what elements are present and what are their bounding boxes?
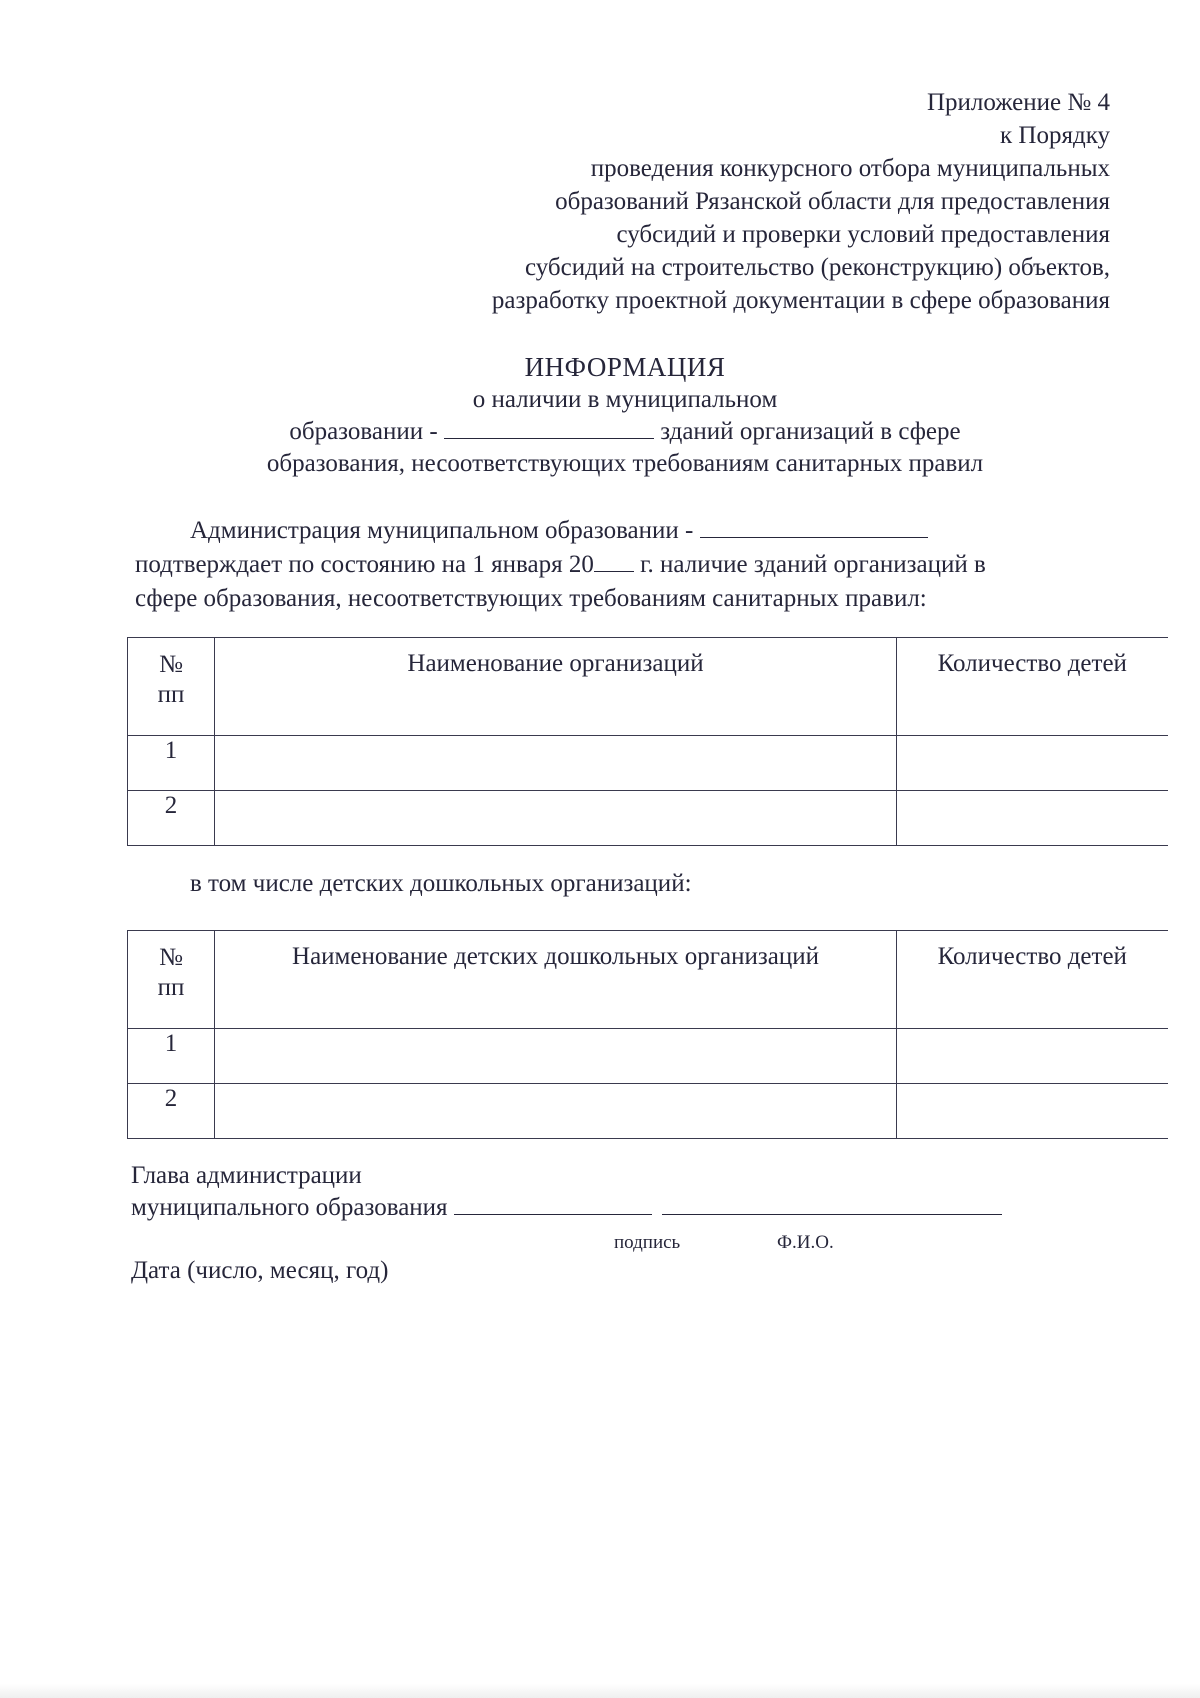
name-column-header: Наименование организаций	[215, 638, 897, 736]
number-header-abbr: пп	[157, 974, 185, 1001]
document-heading	[160, 350, 1090, 480]
appendix-line: Приложение № 4	[926, 89, 1110, 116]
heading-line-3: образования, несоответствующих требованиям санитарных правил	[266, 450, 984, 477]
appendix-line: проведения конкурсного отбора муниципальных	[590, 155, 1110, 182]
row-number: 2	[128, 1084, 215, 1139]
children-count-cell[interactable]	[897, 1084, 1168, 1139]
table-row	[128, 736, 1168, 791]
organization-name-cell[interactable]	[215, 791, 897, 846]
appendix-line: субсидий и проверки условий предоставления	[616, 221, 1110, 248]
number-header-symbol: №	[159, 944, 183, 971]
table-row	[128, 1084, 1168, 1139]
appendix-header	[350, 86, 1110, 317]
row-number: 1	[128, 736, 215, 791]
table-header-row	[128, 931, 1168, 1029]
number-column-header	[128, 638, 215, 736]
count-column-header: Количество детей	[897, 931, 1168, 1029]
heading-line-2-before: образовании -	[289, 418, 438, 445]
number-header-abbr: пп	[157, 681, 185, 708]
municipality-blank[interactable]	[444, 416, 654, 439]
full-name-caption: Ф.И.О.	[777, 1232, 834, 1253]
heading-line-1: о наличии в муниципальном	[472, 386, 778, 413]
appendix-line: разработку проектной документации в сфере образования	[491, 287, 1110, 314]
administration-blank[interactable]	[700, 515, 928, 538]
heading-line-2-after: зданий организаций в сфере	[660, 418, 961, 445]
paragraph-line-2-after: г. наличие зданий организаций в	[640, 551, 986, 578]
paragraph-line-2-before: подтверждает по состоянию на 1 января 20	[135, 551, 594, 578]
organization-name-cell[interactable]	[215, 1084, 897, 1139]
appendix-line: образований Рязанской области для предоставления	[555, 188, 1110, 215]
preschool-organizations-table	[127, 930, 1168, 1139]
children-count-cell[interactable]	[897, 791, 1168, 846]
paragraph-line-2	[135, 548, 1125, 582]
scan-edge-shadow	[0, 1684, 1200, 1698]
organization-name-cell[interactable]	[215, 1029, 897, 1084]
number-header-symbol: №	[159, 651, 183, 678]
date-label: Дата (число, месяц, год)	[131, 1257, 389, 1284]
signature-blank[interactable]	[454, 1192, 652, 1215]
paragraph-line-1	[135, 514, 1125, 548]
signature-title-line-1: Глава администрации	[131, 1162, 362, 1189]
number-column-header	[128, 931, 215, 1029]
signature-title-line-2	[131, 1192, 1002, 1224]
full-name-blank[interactable]	[662, 1192, 1002, 1215]
row-number: 2	[128, 791, 215, 846]
table-row	[128, 791, 1168, 846]
paragraph-line-3: сфере образования, несоответствующих требованиям санитарных правил:	[135, 585, 927, 612]
name-column-header: Наименование детских дошкольных организаций	[215, 931, 897, 1029]
paragraph-line-1-text: Администрация муниципальном образовании -	[190, 517, 694, 544]
confirmation-paragraph	[135, 514, 1125, 616]
organizations-table	[127, 637, 1168, 846]
children-count-cell[interactable]	[897, 736, 1168, 791]
appendix-line: субсидий на строительство (реконструкцию) объектов,	[524, 254, 1110, 281]
organization-name-cell[interactable]	[215, 736, 897, 791]
year-blank[interactable]	[594, 549, 634, 572]
row-number: 1	[128, 1029, 215, 1084]
count-column-header: Количество детей	[897, 638, 1168, 736]
children-count-cell[interactable]	[897, 1029, 1168, 1084]
document-title: ИНФОРМАЦИЯ	[524, 352, 726, 382]
preschool-note: в том числе детских дошкольных организаций:	[190, 870, 692, 897]
signature-block	[131, 1160, 1002, 1224]
signature-caption: подпись	[614, 1232, 681, 1253]
table-header-row	[128, 638, 1168, 736]
signature-title-line-2-text: муниципального образования	[131, 1194, 448, 1221]
heading-line-2	[160, 416, 1090, 448]
appendix-line: к Порядку	[1000, 122, 1110, 149]
table-row	[128, 1029, 1168, 1084]
